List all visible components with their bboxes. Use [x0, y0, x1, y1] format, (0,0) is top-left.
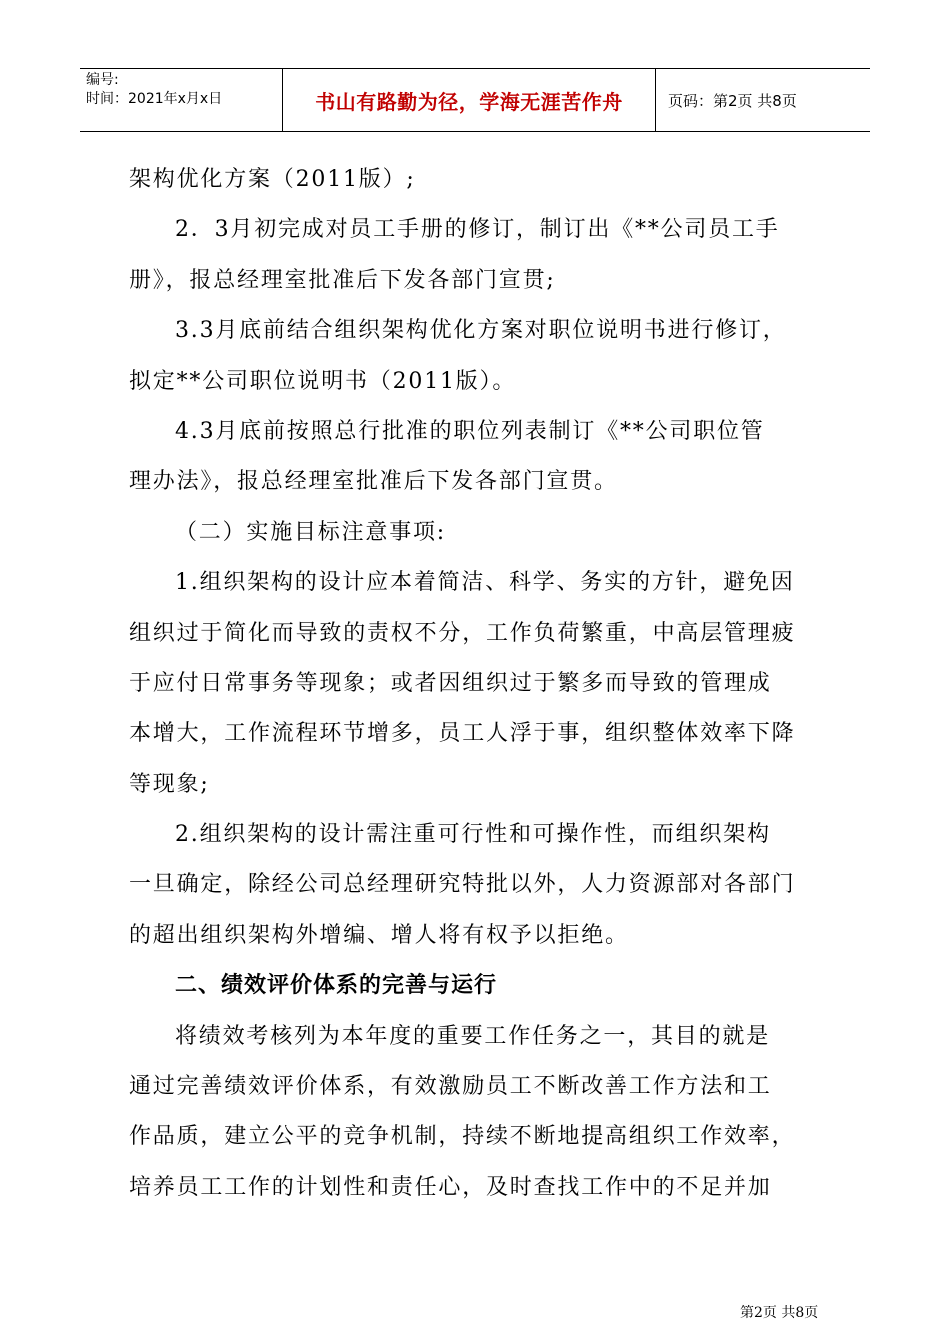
body-text-line: 3.3月底前结合组织架构优化方案对职位说明书进行修订，	[175, 318, 787, 344]
header-page-cell	[656, 69, 870, 131]
header-page-number: 页码：第2页 共8页	[668, 91, 797, 110]
page-header	[80, 68, 870, 132]
body-text-line: 拟定**公司职位说明书（2011版）。	[129, 368, 517, 394]
body-text-line: 作品质，建立公平的竞争机制，持续不断地提高组织工作效率，	[129, 1124, 796, 1150]
body-text-line: 组织过于简化而导致的责权不分，工作负荷繁重，中高层管理疲	[129, 620, 796, 646]
body-text-line: 册》，报总经理室批准后下发各部门宣贯;	[129, 267, 556, 293]
body-text-line: 等现象;	[129, 771, 210, 797]
body-text-line: 将绩效考核列为本年度的重要工作任务之一，其目的就是	[175, 1023, 771, 1049]
document-time-label: 时间：2021年x月x日	[86, 91, 223, 107]
header-left-cell	[80, 69, 283, 131]
body-text-line: 4.3月底前按照总行批准的职位列表制订《**公司职位管	[175, 418, 765, 444]
section-heading: 二、绩效评价体系的完善与运行	[175, 973, 498, 999]
body-text-line: 培养员工工作的计划性和责任心，及时查找工作中的不足并加	[129, 1174, 772, 1200]
body-text-line: 本增大，工作流程环节增多，员工人浮于事，组织整体效率下降	[129, 721, 796, 747]
body-text-line: 理办法》，报总经理室批准后下发各部门宣贯。	[129, 469, 618, 495]
body-text-line: 2．3月初完成对员工手册的修订，制订出《**公司员工手	[175, 217, 780, 243]
body-text-line: 的超出组织架构外增编、增人将有权予以拒绝。	[129, 922, 629, 948]
body-text-line: 一旦确定，除经公司总经理研究特批以外，人力资源部对各部门	[129, 872, 796, 898]
document-number-label: 编号:	[86, 72, 119, 88]
body-text-line: 1.组织架构的设计应本着简洁、科学、务实的方针，避免因	[175, 570, 795, 596]
header-motto-cell	[283, 69, 656, 131]
body-text-line: 通过完善绩效评价体系，有效激励员工不断改善工作方法和工	[129, 1074, 772, 1100]
page-footer-number: 第2页 共8页	[740, 1305, 819, 1321]
document-body	[129, 155, 829, 1213]
body-text-line: 于应付日常事务等现象；或者因组织过于繁多而导致的管理成	[129, 670, 772, 696]
header-motto: 书山有路勤为径，学海无涯苦作舟	[315, 89, 623, 114]
body-text-line: （二）实施目标注意事项:	[175, 519, 447, 545]
body-text-line: 2.组织架构的设计需注重可行性和可操作性，而组织架构	[175, 822, 771, 848]
body-text-line: 架构优化方案（2011版）;	[129, 167, 416, 192]
